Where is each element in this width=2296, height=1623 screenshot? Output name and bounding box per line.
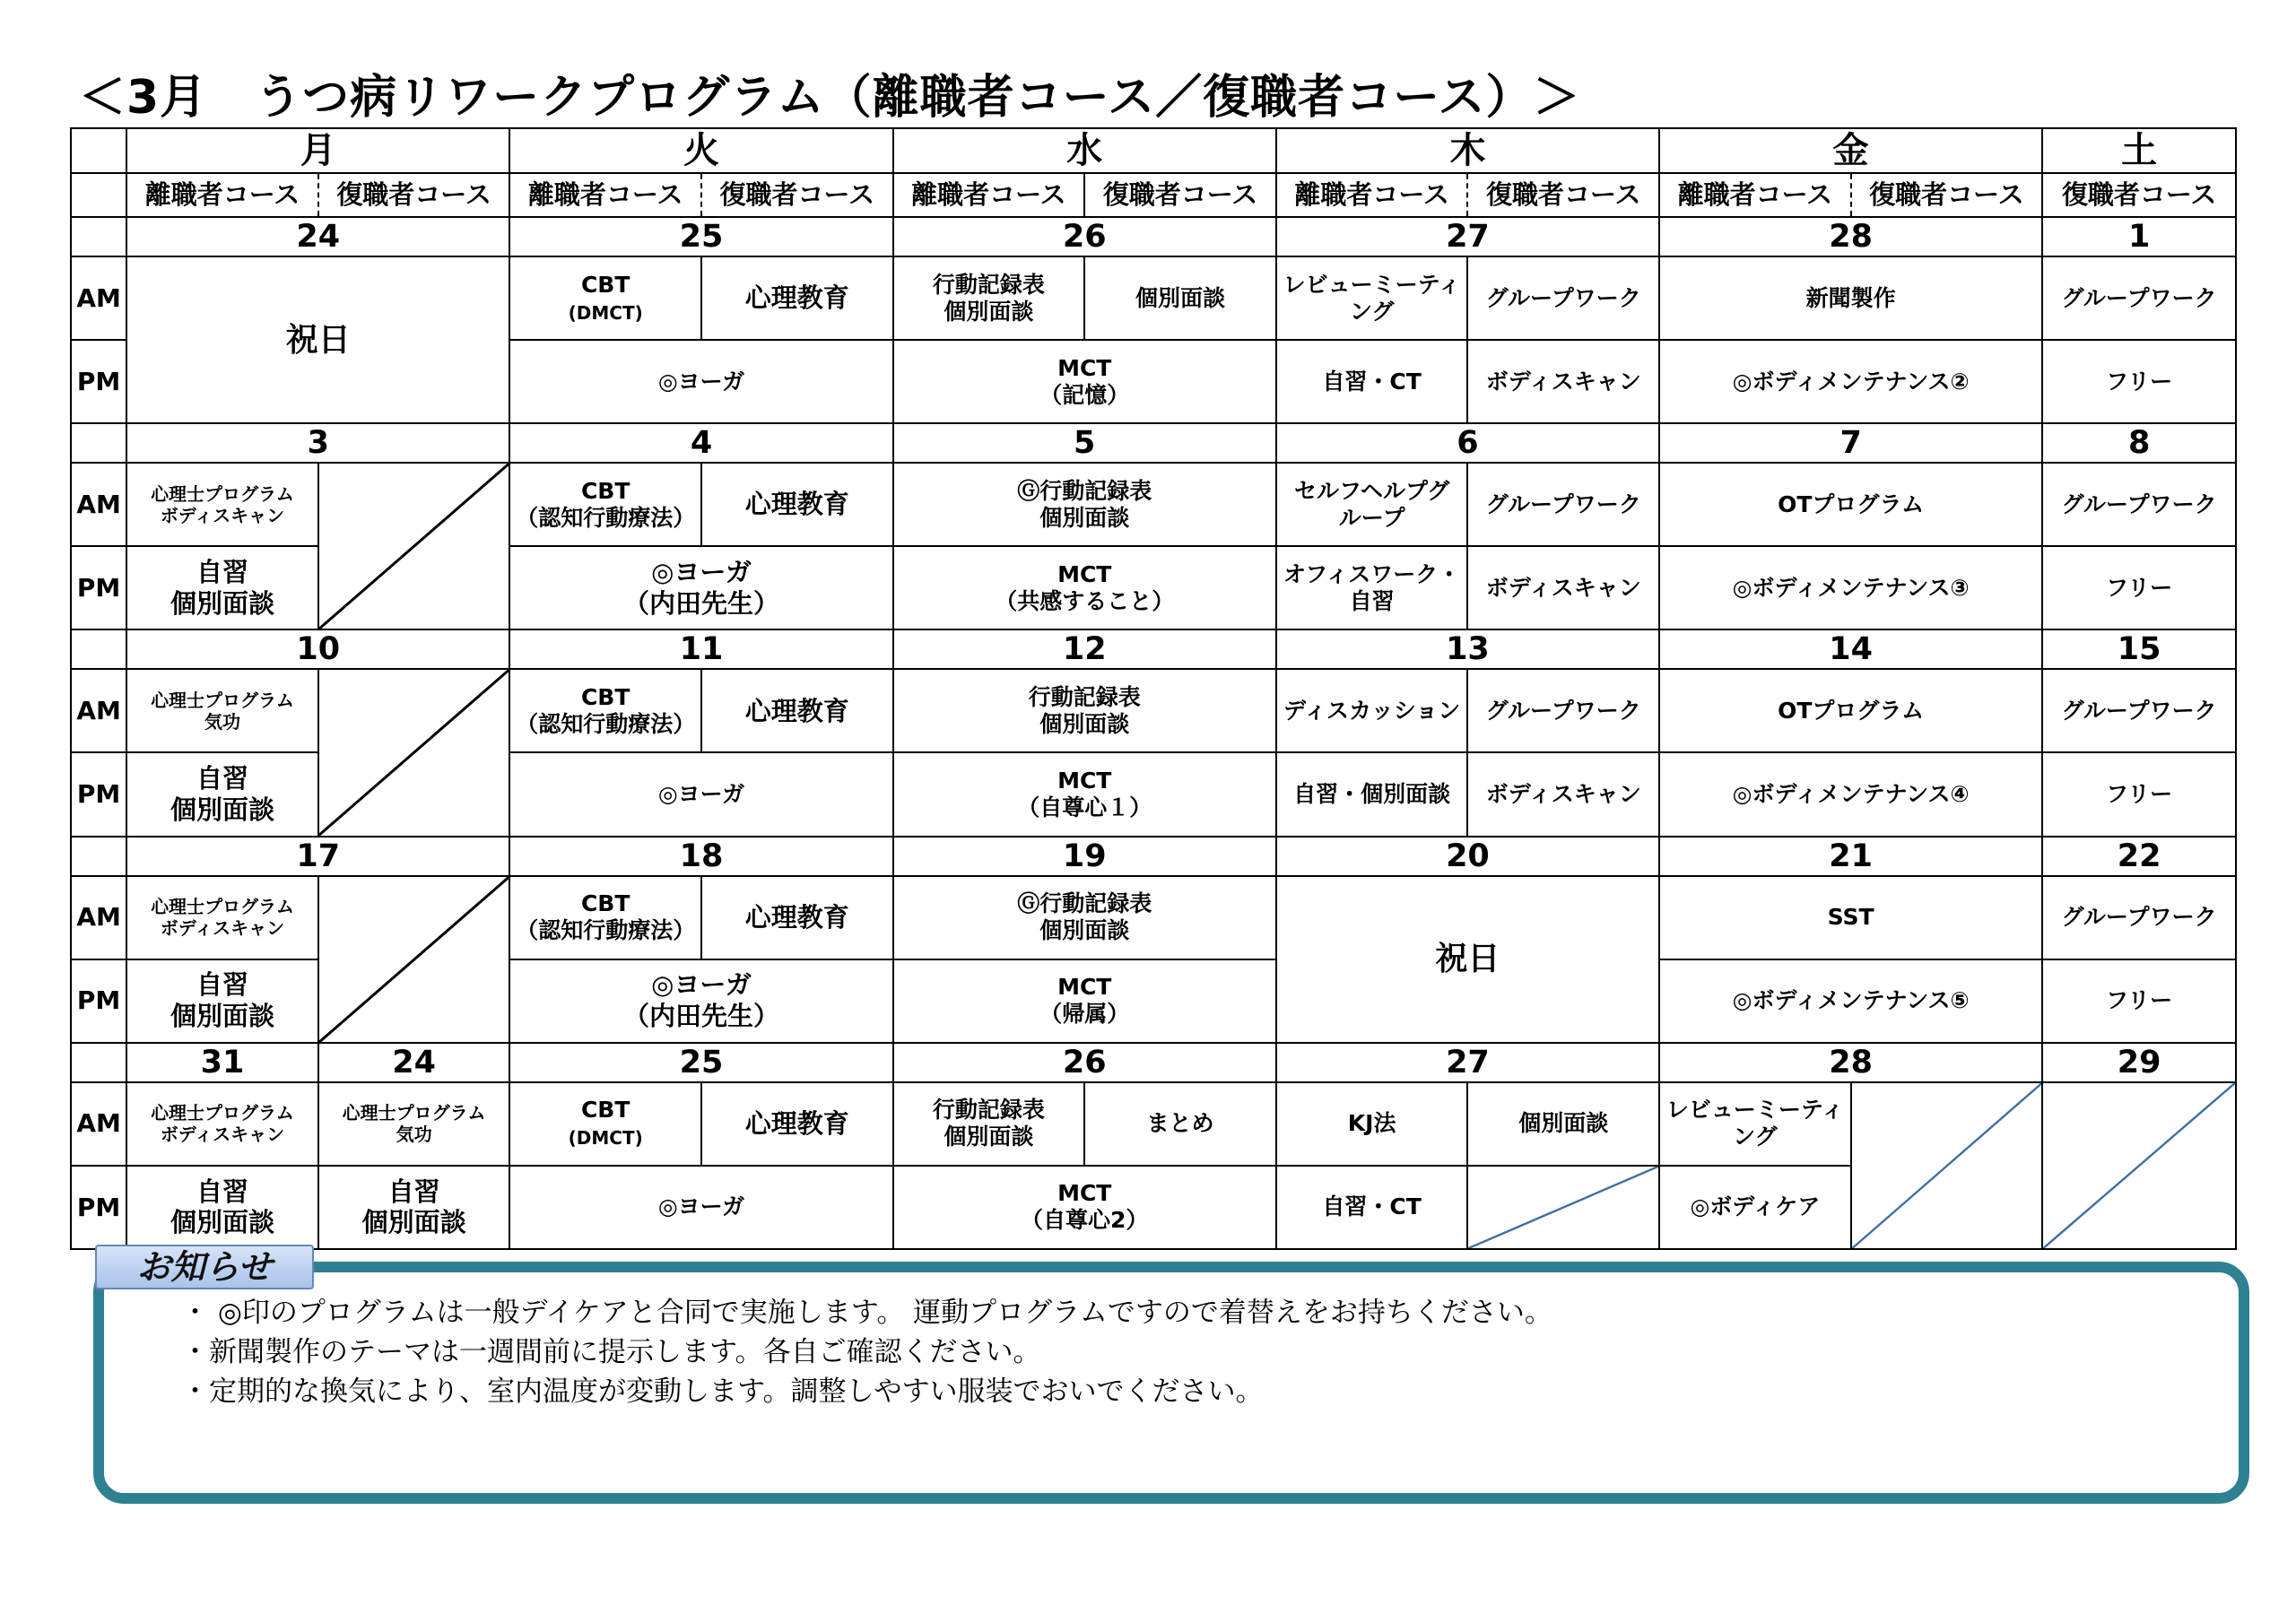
program-cell: [318, 1082, 510, 1166]
program-cell: 自習・個別面談: [1276, 752, 1468, 836]
program-text: 個別面談: [1039, 917, 1130, 944]
pm-label: PM: [71, 546, 126, 629]
program-cell: グループワーク: [1467, 256, 1659, 340]
day-header-row: [71, 128, 2236, 173]
day-fri: 金: [1659, 128, 2042, 173]
program-cell: [893, 876, 1276, 959]
am-label: AM: [71, 1082, 126, 1166]
program-cell: ボディスキャン: [1467, 340, 1659, 423]
date-cell: 28: [1659, 1043, 2042, 1082]
program-text: 個別面談: [170, 1207, 274, 1238]
program-cell: ボディスキャン: [1467, 752, 1659, 836]
am-row: [71, 463, 2236, 546]
notice-list: [181, 1293, 1552, 1411]
program-text: （自尊心１）: [1017, 794, 1152, 820]
program-cell: 心理教育: [701, 876, 893, 959]
program-cell: ◎ボディメンテナンス②: [1659, 340, 2042, 423]
program-cell: [509, 959, 892, 1043]
program-text: 心理士プログラム: [342, 1102, 486, 1124]
program-cell: SST: [1659, 876, 2042, 959]
course-label: 復職者コース: [1084, 173, 1276, 217]
program-cell: グループワーク: [1467, 669, 1659, 752]
date-cell: 15: [2042, 629, 2236, 669]
course-label: 復職者コース: [701, 173, 893, 217]
program-text: CBT: [580, 477, 631, 504]
blank-cell: [71, 837, 126, 876]
program-cell: [893, 340, 1276, 423]
program-text: レビューミーティ: [1665, 1097, 1844, 1124]
program-cell: フリー: [2042, 546, 2236, 629]
program-text: ループ: [1338, 504, 1405, 531]
date-cell: 22: [2042, 837, 2236, 876]
program-text: 個別面談: [1039, 710, 1130, 737]
blank-cell: [71, 217, 126, 256]
program-cell: グループワーク: [2042, 669, 2236, 752]
am-label: AM: [71, 463, 126, 546]
program-text: MCT: [1057, 560, 1112, 587]
program-cell: [893, 463, 1276, 546]
program-cell: グループワーク: [1467, 463, 1659, 546]
course-label: 復職者コース: [1851, 173, 2043, 217]
program-cell: [1276, 546, 1468, 629]
program-text: （内田先生）: [622, 587, 779, 619]
date-cell: 27: [1276, 1043, 1659, 1082]
day-thu: 木: [1276, 128, 1659, 173]
program-cell: [126, 1166, 318, 1249]
program-text: MCT: [1057, 768, 1112, 794]
pm-label: PM: [71, 340, 126, 423]
notice-line: ・定期的な換気により、室内温度が変動します。調整しやすい服装でおいでください。: [181, 1376, 1264, 1408]
program-text: 自習: [196, 1176, 248, 1207]
date-cell: 17: [126, 837, 509, 876]
program-text: Ⓖ行動記録表: [1017, 890, 1152, 917]
date-cell: 31: [126, 1043, 318, 1082]
program-text: CBT: [580, 683, 631, 710]
program-cell: グループワーク: [2042, 256, 2236, 340]
program-text: 自習: [196, 763, 248, 794]
program-text: CBT: [580, 890, 631, 917]
program-cell: KJ法: [1276, 1082, 1468, 1166]
day-wed: 水: [893, 128, 1276, 173]
program-cell: [126, 1082, 318, 1166]
notice-line: ・新聞製作のテーマは一週間前に提示します。各自ご確認ください。: [181, 1336, 1041, 1368]
program-cell: [509, 546, 892, 629]
course-label: 復職者コース: [2042, 173, 2236, 217]
date-cell: 25: [509, 1043, 892, 1082]
date-cell: 19: [893, 837, 1276, 876]
day-mon: 月: [126, 128, 509, 173]
notice-tab: お知らせ: [95, 1245, 314, 1289]
program-text: MCT: [1057, 1180, 1112, 1207]
program-cell: フリー: [2042, 340, 2236, 423]
program-cell: ◎ボディメンテナンス③: [1659, 546, 2042, 629]
schedule-table: [70, 127, 2237, 1250]
date-cell: 11: [509, 629, 892, 669]
course-label: 離職者コース: [1276, 173, 1468, 217]
program-cell: 心理教育: [701, 463, 893, 546]
date-cell: 13: [1276, 629, 1659, 669]
date-row: [71, 1043, 2236, 1082]
program-text: 個別面談: [170, 794, 274, 825]
program-text: （内田先生）: [622, 1001, 779, 1032]
program-cell: 心理教育: [701, 1082, 893, 1166]
am-row: [71, 1082, 2236, 1166]
program-cell: OTプログラム: [1659, 669, 2042, 752]
program-text: ボディスキャン: [160, 917, 285, 940]
program-text: （記憶）: [1039, 381, 1130, 408]
date-row: [71, 217, 2236, 256]
program-cell: ◎ボディメンテナンス⑤: [1659, 959, 2042, 1043]
holiday-cell: 祝日: [1276, 876, 1659, 1043]
program-text: ボディスキャン: [160, 504, 285, 526]
course-label: 離職者コース: [509, 173, 701, 217]
date-cell: 29: [2042, 1043, 2236, 1082]
program-cell: [126, 546, 318, 629]
date-cell: 14: [1659, 629, 2042, 669]
date-cell: 7: [1659, 423, 2042, 463]
program-cell: 心理教育: [701, 669, 893, 752]
program-text: （共感すること）: [995, 587, 1175, 614]
program-cell: フリー: [2042, 752, 2236, 836]
program-text: 心理士プログラム: [151, 482, 294, 505]
program-cell: [126, 959, 318, 1043]
program-cell: [893, 1166, 1276, 1249]
program-cell: [893, 546, 1276, 629]
program-cell: ボディスキャン: [1467, 546, 1659, 629]
program-text: （認知行動療法）: [516, 504, 696, 531]
date-cell: 12: [893, 629, 1276, 669]
program-cell: 新聞製作: [1659, 256, 2042, 340]
program-text: 心理士プログラム: [151, 689, 294, 711]
date-row: [71, 423, 2236, 463]
program-cell: [126, 463, 318, 546]
program-cell: [1276, 256, 1468, 340]
program-text: MCT: [1057, 974, 1112, 1001]
date-cell: 24: [318, 1043, 510, 1082]
program-cell: ◎ボディメンテナンス④: [1659, 752, 2042, 836]
program-cell: ◎ボディケア: [1659, 1166, 1851, 1249]
date-cell: 4: [509, 423, 892, 463]
program-text: 個別面談: [944, 298, 1034, 325]
program-text: CBT: [580, 271, 631, 298]
course-label: 復職者コース: [318, 173, 510, 217]
program-text: Ⓖ行動記録表: [1017, 477, 1152, 504]
program-cell: フリー: [2042, 959, 2236, 1043]
date-cell: 3: [126, 423, 509, 463]
program-text: (DMCT): [568, 301, 643, 324]
program-text: 気功: [396, 1124, 432, 1146]
program-text: 心理士プログラム: [151, 896, 294, 918]
program-text: CBT: [580, 1097, 631, 1124]
am-label: AM: [71, 669, 126, 752]
program-text: ング: [1349, 298, 1395, 325]
no-class-cell: [2042, 1082, 2236, 1249]
program-text: ボディスキャン: [160, 1124, 285, 1146]
program-text: MCT: [1057, 354, 1112, 381]
program-text: オフィスワーク・: [1283, 560, 1461, 587]
date-cell: 8: [2042, 423, 2236, 463]
date-cell: 24: [126, 217, 509, 256]
program-cell: 自習・CT: [1276, 340, 1468, 423]
day-sat: 土: [2042, 128, 2236, 173]
program-text: ◎ヨーガ: [651, 969, 752, 1001]
date-cell: 18: [509, 837, 892, 876]
program-cell: ◎ヨーガ: [509, 1166, 892, 1249]
pm-label: PM: [71, 1166, 126, 1249]
blank-cell: [71, 423, 126, 463]
date-cell: 25: [509, 217, 892, 256]
date-row: [71, 837, 2236, 876]
no-class-cell: [318, 669, 510, 836]
program-cell: [1659, 1082, 1851, 1166]
program-text: (DMCT): [568, 1127, 643, 1150]
no-class-cell: [318, 876, 510, 1043]
program-cell: まとめ: [1084, 1082, 1276, 1166]
program-cell: [126, 752, 318, 836]
date-cell: 21: [1659, 837, 2042, 876]
program-text: セルフヘルプグ: [1294, 477, 1450, 504]
date-cell: 26: [893, 217, 1276, 256]
program-cell: [893, 1082, 1085, 1166]
date-row: [71, 629, 2236, 669]
program-text: 気功: [204, 710, 240, 733]
course-label: 離職者コース: [893, 173, 1085, 217]
course-label: 離職者コース: [1659, 173, 1851, 217]
program-text: 行動記録表: [932, 1097, 1045, 1124]
course-label: 復職者コース: [1467, 173, 1659, 217]
date-cell: 27: [1276, 217, 1659, 256]
program-text: 行動記録表: [1028, 683, 1141, 710]
date-cell: 28: [1659, 217, 2042, 256]
program-text: （自尊心2）: [1021, 1207, 1149, 1234]
program-cell: [893, 959, 1276, 1043]
program-cell: [318, 1166, 510, 1249]
no-class-cell: [318, 463, 510, 629]
program-cell: [893, 669, 1276, 752]
course-header-row: [71, 173, 2236, 217]
date-cell: 20: [1276, 837, 1659, 876]
program-cell: [1276, 463, 1468, 546]
program-text: （認知行動療法）: [516, 917, 696, 944]
program-text: 心理士プログラム: [151, 1102, 294, 1124]
program-text: 自習: [387, 1176, 440, 1207]
corner-cell: [71, 173, 126, 217]
program-text: 自習: [196, 557, 248, 588]
notice-line: ・ ◎印のプログラムは一般デイケアと合同で実施します。 運動プログラムですので着替えをお持ちください。: [181, 1297, 1552, 1329]
pm-label: PM: [71, 752, 126, 836]
am-row: [71, 669, 2236, 752]
program-cell: ◎ヨーガ: [509, 752, 892, 836]
date-cell: 1: [2042, 217, 2236, 256]
program-cell: 自習・CT: [1276, 1166, 1468, 1249]
program-text: 個別面談: [170, 587, 274, 619]
program-text: ◎ヨーガ: [651, 557, 752, 588]
program-cell: ディスカッション: [1276, 669, 1468, 752]
program-text: ング: [1733, 1124, 1778, 1150]
am-row: [71, 256, 2236, 340]
program-text: 個別面談: [170, 1001, 274, 1032]
program-text: 個別面談: [944, 1124, 1034, 1150]
program-cell: 個別面談: [1467, 1082, 1659, 1166]
am-label: AM: [71, 876, 126, 959]
program-cell: [509, 1082, 701, 1166]
program-text: 自習: [196, 969, 248, 1001]
am-row: [71, 876, 2236, 959]
day-tue: 火: [509, 128, 892, 173]
date-cell: 6: [1276, 423, 1659, 463]
blank-cell: [71, 1043, 126, 1082]
program-cell: ◎ヨーガ: [509, 340, 892, 423]
date-cell: 5: [893, 423, 1276, 463]
pm-label: PM: [71, 959, 126, 1043]
program-cell: [893, 752, 1276, 836]
program-cell: [893, 256, 1085, 340]
program-cell: [509, 256, 701, 340]
am-label: AM: [71, 256, 126, 340]
program-cell: グループワーク: [2042, 876, 2236, 959]
corner-cell: [71, 128, 126, 173]
program-cell: OTプログラム: [1659, 463, 2042, 546]
program-cell: [126, 876, 318, 959]
program-text: 個別面談: [361, 1207, 466, 1238]
program-text: （帰属）: [1039, 1001, 1130, 1028]
program-cell: [509, 876, 701, 959]
date-cell: 26: [893, 1043, 1276, 1082]
program-text: （認知行動療法）: [516, 710, 696, 737]
course-label: 離職者コース: [126, 173, 318, 217]
program-cell: [126, 669, 318, 752]
program-cell: 心理教育: [701, 256, 893, 340]
page-title: ＜3月 うつ病リワークプログラム（離職者コース／復職者コース）＞: [79, 71, 1581, 125]
program-text: レビューミーティ: [1283, 271, 1461, 298]
program-cell: [509, 669, 701, 752]
program-cell: グループワーク: [2042, 463, 2236, 546]
program-text: 個別面談: [1039, 504, 1130, 531]
blank-cell: [71, 629, 126, 669]
program-cell: 個別面談: [1084, 256, 1276, 340]
holiday-cell: 祝日: [126, 256, 509, 423]
date-cell: 10: [126, 629, 509, 669]
program-cell: [509, 463, 701, 546]
program-text: 行動記録表: [932, 271, 1045, 298]
program-text: 自習: [1349, 587, 1395, 614]
no-class-cell: [1851, 1082, 2043, 1249]
no-class-cell: [1467, 1166, 1659, 1249]
